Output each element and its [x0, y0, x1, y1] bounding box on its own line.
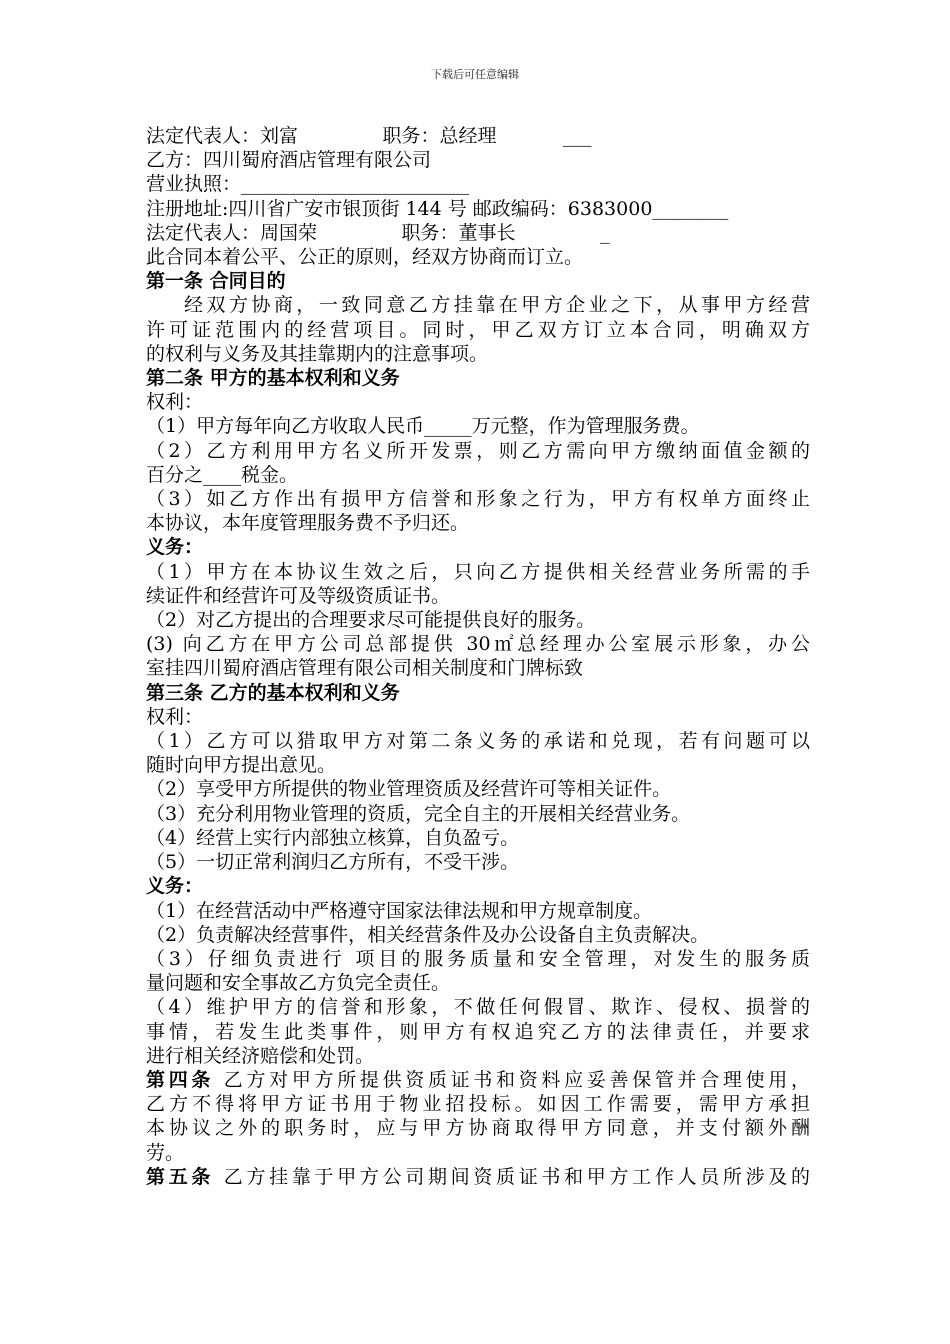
article-text: 乙方挂靠于甲方公司期间资质证书和甲方工作人员所涉及的 [214, 1165, 810, 1188]
section-heading: 第二条 甲方的基本权利和义务 [146, 367, 400, 390]
article-label: 第四条 [146, 1068, 215, 1091]
text-line: 许可证范围内的经营项目。同时，甲乙双方订立本合同，明确双方 [146, 318, 810, 341]
text-line: 此合同本着公平、公正的原则，经双方协商而订立。 [146, 246, 584, 269]
page-header: 下载后可任意编辑 [431, 68, 519, 81]
text-line: （4）维护甲方的信誉和形象，不做任何假冒、欺诈、侵权、损誉的 [146, 996, 810, 1019]
section-heading: 第三条 乙方的基本权利和义务 [146, 681, 400, 704]
article-first-line [146, 1068, 810, 1092]
text-line: 室挂四川蜀府酒店管理有限公司相关制度和门牌标致 [146, 657, 584, 680]
text-line: （4）经营上实行内部独立核算，自负盈亏。 [146, 826, 520, 849]
text-line: 事情，若发生此类事件，则甲方有权追究乙方的法律责任，并要求 [146, 1020, 810, 1043]
text-line: （1）乙方可以猎取甲方对第二条义务的承诺和兑现，若有问题可以 [146, 730, 810, 753]
text-line: （3）如乙方作出有损甲方信誉和形象之行为，甲方有权单方面终止 [146, 488, 810, 511]
text-line: 本协议之外的职务时，应与甲方协商取得甲方同意，并支付额外酬 [146, 1117, 810, 1140]
text-line: （1）甲方每年向乙方收取人民币_____万元整，作为管理服务费。 [146, 415, 700, 438]
section-heading: 第一条 合同目的 [146, 270, 286, 293]
text-line: 随时向甲方提出意见。 [146, 754, 337, 777]
text-line: （1）甲方在本协议生效之后，只向乙方提供相关经营业务所需的手 [146, 560, 810, 583]
section-heading: 义务： [146, 875, 204, 898]
text-line: 的权利与义务及其挂靠期内的注意事项。 [146, 342, 489, 365]
article-text: 乙方对甲方所提供资质证书和资料应妥善保管并合理使用， [214, 1068, 810, 1091]
text-line: 续证件和经营许可及等级资质证书。 [146, 584, 451, 607]
text-line: 注册地址:四川省广安市银顶街 144 号 邮政编码：6383000________ [146, 197, 729, 220]
text-line: 营业执照：________________________ [146, 173, 470, 196]
text-line: 乙方不得将甲方证书用于物业招投标。如因工作需要，需甲方承担 [146, 1093, 810, 1116]
contract-body [146, 124, 810, 1189]
text-line: 乙方：四川蜀府酒店管理有限公司 [146, 149, 432, 172]
text-line: （2）对乙方提出的合理要求尽可能提供良好的服务。 [146, 609, 596, 632]
text-line: 量问题和安全事故乙方负完全责任。 [146, 972, 451, 995]
article-label: 第五条 [146, 1165, 215, 1188]
text-line: (3) 向乙方在甲方公司总部提供 30㎡总经理办公室展示形象，办公 [146, 633, 810, 656]
text-line: 法定代表人：刘富 职务：总经理 ___ [146, 125, 592, 147]
text-line: 法定代表人：周国荣 职务：董事长 _ [146, 221, 610, 244]
text-line: 权利： [146, 705, 204, 728]
text-line: 百分之____税金。 [146, 463, 299, 486]
text-line: 权利： [146, 391, 204, 414]
text-line: （5）一切正常利润归乙方所有，不受干涉。 [146, 851, 520, 874]
text-line: （3）仔细负责进行 项目的服务质量和安全管理，对发生的服务质 [146, 947, 810, 970]
text-line: （2）负责解决经营事件，相关经营条件及办公设备自主负责解决。 [146, 923, 710, 946]
text-line: （2）乙方利用甲方名义所开发票，则乙方需向甲方缴纳面值金额的 [146, 439, 810, 462]
text-line: 进行相关经济赔偿和处罚。 [146, 1044, 375, 1067]
article-first-line [146, 1165, 810, 1189]
text-line: （1）在经营活动中严格遵守国家法律法规和甲方规章制度。 [146, 899, 653, 922]
section-heading: 义务： [146, 536, 204, 559]
text-line: 本协议，本年度管理服务费不予归还。 [146, 512, 470, 535]
text-line: 经双方协商，一致同意乙方挂靠在甲方企业之下，从事甲方经营 [184, 294, 810, 317]
text-line: 劳。 [146, 1141, 185, 1164]
text-line: （3）充分利用物业管理的资质，完全自主的开展相关经营业务。 [146, 802, 691, 825]
text-line: （2）享受甲方所提供的物业管理资质及经营许可等相关证件。 [146, 778, 672, 801]
